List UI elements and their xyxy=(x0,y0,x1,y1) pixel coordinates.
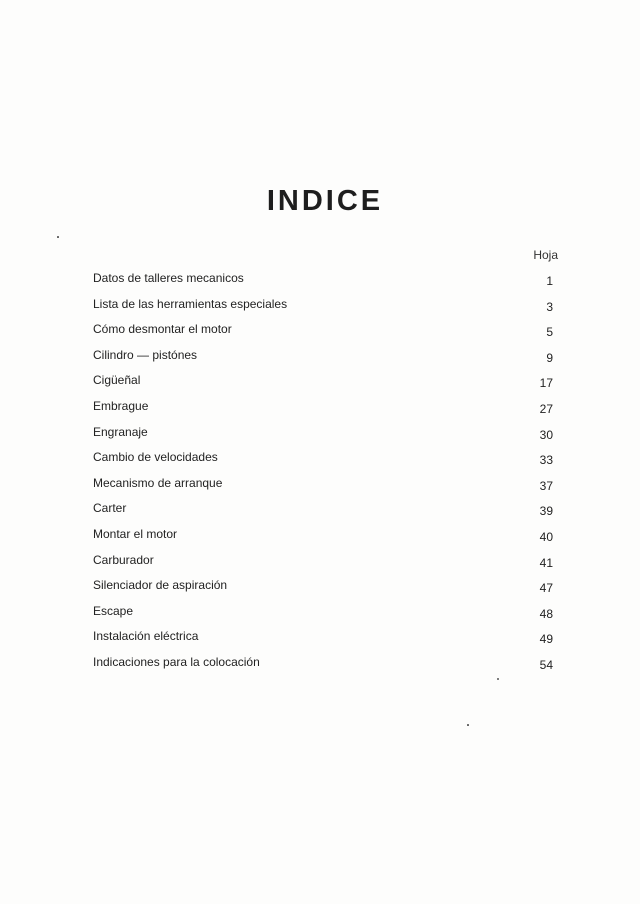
scan-speck xyxy=(467,724,469,726)
toc-entry-page-number: 1 xyxy=(546,274,553,288)
toc-entry xyxy=(93,577,553,603)
scan-speck xyxy=(497,678,499,680)
toc-entry-label: Silenciador de aspiración xyxy=(93,578,228,593)
toc-entry-label: Cómo desmontar el motor xyxy=(93,322,232,337)
toc-entry xyxy=(93,296,553,322)
toc-entry-page-number: 37 xyxy=(539,478,553,493)
toc-entry-label: Instalación eléctrica xyxy=(93,629,199,644)
toc-entry-page-number: 33 xyxy=(539,453,553,468)
toc-entry-page-number: 54 xyxy=(539,657,553,672)
toc-entry xyxy=(93,270,553,296)
toc-entry-label: Cilindro — pistónes xyxy=(93,347,198,362)
toc-entry-page-number: 3 xyxy=(546,299,553,314)
toc-entry-page-number: 47 xyxy=(539,581,553,596)
toc-entry xyxy=(93,321,553,347)
toc-entry-label: Escape xyxy=(93,603,134,618)
toc-entry xyxy=(93,347,553,373)
toc-entry-label: Mecanismo de arranque xyxy=(93,475,223,490)
toc-entry-label: Lista de las herramientas especiales xyxy=(93,296,288,311)
toc-entry-label: Indicaciones para la colocación xyxy=(93,654,260,669)
page-title: INDICE xyxy=(266,185,384,217)
toc-entry-label: Datos de talleres mecanicos xyxy=(93,271,244,285)
toc-entry-page-number: 48 xyxy=(539,606,553,621)
toc-entry-page-number: 27 xyxy=(539,401,553,416)
toc-entry xyxy=(93,398,553,424)
toc-entry-page-number: 9 xyxy=(546,350,553,365)
toc-entry xyxy=(93,552,553,578)
toc-entry-label: Cambio de velocidades xyxy=(93,450,218,465)
toc-entry xyxy=(93,628,553,654)
page-column-header: Hoja xyxy=(533,248,558,262)
toc-entry-label: Cigüeñal xyxy=(93,373,141,388)
toc-entry-page-number: 49 xyxy=(539,632,553,647)
toc-entry xyxy=(93,475,553,501)
scan-speck xyxy=(57,236,59,238)
toc-entry-label: Montar el motor xyxy=(93,526,178,541)
table-of-contents xyxy=(93,270,553,680)
toc-entry-page-number: 41 xyxy=(539,555,553,570)
toc-entry-label: Engranaje xyxy=(93,424,148,439)
toc-entry xyxy=(93,372,553,398)
toc-entry-page-number: 30 xyxy=(539,427,553,442)
toc-entry-page-number: 5 xyxy=(546,325,553,340)
toc-entry-page-number: 39 xyxy=(539,504,553,519)
toc-entry xyxy=(93,603,553,629)
toc-entry xyxy=(93,500,553,526)
toc-entry-label: Carburador xyxy=(93,552,154,567)
toc-entry xyxy=(93,654,553,680)
toc-entry xyxy=(93,526,553,552)
toc-entry-label: Embrague xyxy=(93,398,149,413)
toc-entry-label: Carter xyxy=(93,501,127,516)
toc-entry xyxy=(93,424,553,450)
toc-entry-page-number: 40 xyxy=(539,529,553,544)
toc-entry-page-number: 17 xyxy=(539,376,553,391)
toc-entry xyxy=(93,449,553,475)
